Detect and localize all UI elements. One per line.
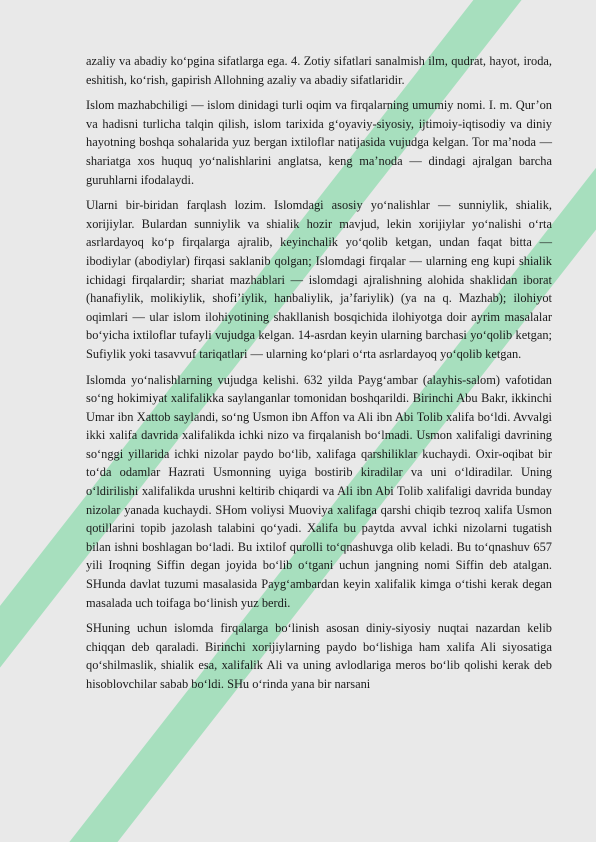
document-body bbox=[86, 52, 552, 701]
paragraph: SHuning uchun islomda firqalarga bo‘linish asosan diniy-siyosiy nuqtai nazardan kelib chiqqan deb qaraladi. Birinchi xorijiylarning paydo bo‘lishiga ham xalifa Ali siyosatiga qo‘shilmaslik, shialik esa, xalifalik Ali va uning avlodlariga meros bo‘lib qolishi kerak deb hisoblovchilar sabab bo‘ldi. SHu o‘rinda yana bir narsani bbox=[86, 621, 552, 691]
paragraph: azaliy va abadiy ko‘pgina sifatlarga ega. 4. Zotiy sifatlari sanalmish ilm, qudrat, hayot, iroda, eshitish, ko‘rish, gapirish Allohning azaliy va abadiy sifatlaridir. bbox=[86, 54, 552, 87]
paragraph: Islomda yo‘nalishlarning vujudga kelishi. 632 yilda Payg‘ambar (alayhis-salom) vafotidan so‘ng hokimiyat xalifalikka saylanganlar tomonidan boshqarildi. Birinchi Abu Bakr, ikkinchi Umar ibn Xattob saylandi, so‘ng Usmon ibn Affon va Ali ibn Abi Tolib xalifa bo‘ldi. Avvalgi ikki xalifa davrida xalifalikda ichki nizo va firqalanish bo‘lmadi. Usmon xalifaligi davrining so‘nggi yillarida ichki nizolar paydo bo‘lib, xalifaga qarshiliklar kuchaydi. Oxir-oqibat bir to‘da odamlar Hazrati Usmonning uyiga bostirib kiradilar va uni o‘ldiradilar. Uning o‘ldirilishi xalifalikda urushni keltirib chiqardi va Ali ibn Abi Tolib xalifaligi davrida bunday nizolar yanada kuchaydi. SHom voliysi Muoviya xalifaga qarshi chiqib tezroq xalifa Usmon qotillarini topib jazolash talabini qo‘yadi. Xalifa bu paytda avval ichki nizolarni tugatish bilan ishni boshlagan bo‘ladi. Bu ixtilof qurolli to‘qnashuvga olib keladi. Bu to‘qnashuv 657 yili Iroqning Siffin degan joyida bo‘lib o‘tgani uchun jangning nomi Siffin deb atalgan. SHunda davlat tuzumi masalasida Payg‘ambardan keyin xalifalik kimga o‘tishi kerak degan masalada uch toifaga bo‘linish yuz berdi. bbox=[86, 372, 552, 610]
paragraph: Islom mazhabchiligi — islom dinidagi turli oqim va firqalarning umumiy nomi. I. m. Qur’on va hadisni turlicha talqin qilish, islom tarixida g‘oyaviy-siyosiy, ijtimoiy-iqtisodiy va diniy hayotning boshqa sohalarida yuz bergan ixtiloflar natijasida vujudga kelgan. Tor ma’noda — shariatga xos huquq yo‘nalishlarini anglatsa, keng ma’noda — dindagi ajralgan barcha guruhlarni ifodalaydi. bbox=[86, 98, 552, 187]
paragraph: Ularni bir-biridan farqlash lozim. Islomdagi asosiy yo‘nalishlar — sunniylik, shialik, xorijiylar. Bulardan sunniylik va shialik hozir mavjud, lekin xorijiylar yo‘nalishi o‘rta asrlardayoq ko‘p firqalarga ajralib, keyinchalik yo‘qolib ketgan, undan faqat bitta — ibodiylar (abodiylar) firqasi saklanib qolgan; Islomdagi firqalar — ularning eng kupi shialik ichidagi firqalardir; shariat mazhablari — islomdagi ajralishning alohida shaklidan iborat (hanafiylik, molikiylik, shofi’iylik, hanbaliylik, ja’fariylik) (ya na q. Mazhab); ilohiyot oqimlari — ular islom ilohiyotining shakllanish bosqichida ilohiyotga doir ayrim masalalar bo‘yicha ixtiloflar tufayli vujudga kelgan. 14-asrdan keyin ularning barchasi yo‘qolib ketgan; Sufiylik yoki tasavvuf tariqatlari — ularning ko‘plari o‘rta asrlardayoq yo‘qolib ketgan. bbox=[86, 198, 552, 361]
